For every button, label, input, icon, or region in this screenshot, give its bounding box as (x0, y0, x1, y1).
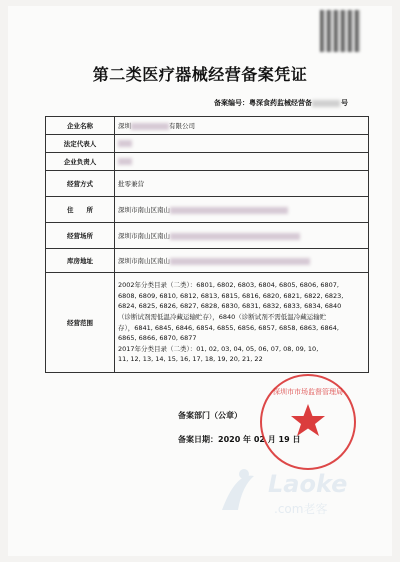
row-label: 住 所 (46, 197, 115, 223)
scope-line: 6808, 6809, 6810, 6812, 6813, 6815, 6816, 6820, 6821, 6822, 6823, (118, 291, 344, 300)
row-label: 企业名称 (46, 117, 115, 135)
table-row (46, 249, 369, 273)
watermark-logo-icon (208, 464, 264, 520)
person-in-charge (115, 153, 369, 171)
record-table (45, 116, 369, 373)
row-label: 企业负责人 (46, 153, 115, 171)
redacted-number (312, 100, 340, 107)
business-mode: 批零兼营 (115, 171, 369, 197)
registration-label: 备案编号：粤深食药监械经营备 (214, 99, 312, 107)
registration-suffix: 号 (341, 99, 348, 107)
scope-line: 2017年分类目录（二类）：01, 02, 03, 04, 05, 06, 07, 08, 09, 10, (118, 344, 319, 353)
watermark-sub: .com老客 (274, 502, 328, 516)
watermark (208, 464, 368, 524)
scope-label: 经营范围 (46, 273, 115, 373)
business-premises: 深圳市南山区南山 (115, 223, 369, 249)
row-label: 经营场所 (46, 223, 115, 249)
seal-graphic (262, 376, 354, 468)
filing-date: 备案日期：2020 年 02 月 19 日 (178, 435, 301, 444)
scope-line: 11, 12, 13, 14, 15, 16, 17, 18, 19, 20, 21, 22 (118, 355, 263, 364)
row-label: 库房地址 (46, 249, 115, 273)
business-scope (115, 273, 369, 373)
table-row (46, 135, 369, 153)
registration-number (214, 98, 348, 108)
table-row (46, 223, 369, 249)
company-name: 深圳 有限公司 (115, 117, 369, 135)
scope-line: （诊断试剂需低温冷藏运输贮存），6840（诊断试剂不需低温冷藏运输贮 (118, 312, 327, 321)
warehouse-address: 深圳市南山区南山 (115, 249, 369, 273)
seal-text: 深圳市市场监督管理局 (273, 388, 343, 396)
table-row (46, 273, 369, 373)
filing-department: 备案部门（公章） (178, 411, 242, 420)
document-title: 第二类医疗器械经营备案凭证 (92, 65, 308, 84)
official-seal (260, 374, 356, 470)
table-row (46, 117, 369, 135)
domicile: 深圳市南山区南山 (115, 197, 369, 223)
table-row (46, 153, 369, 171)
watermark-brand: Laoke (268, 470, 348, 498)
certificate-page (8, 6, 392, 556)
scope-line: 6865, 6866, 6870, 6877 (118, 334, 197, 343)
seal-star-icon (291, 404, 325, 436)
row-label: 经营方式 (46, 171, 115, 197)
row-label: 法定代表人 (46, 135, 115, 153)
scope-line: 6824, 6825, 6826, 6827, 6828, 6830, 6831, 6832, 6833, 6834, 6840 (118, 302, 342, 311)
scope-line: 2002年分类目录（二类）：6801, 6802, 6803, 6804, 6805, 6806, 6807, (118, 281, 339, 290)
qr-code (320, 10, 360, 52)
table-row (46, 197, 369, 223)
legal-rep (115, 135, 369, 153)
table-row (46, 171, 369, 197)
scope-line: 存），6841, 6845, 6846, 6854, 6855, 6856, 6857, 6858, 6863, 6864, (118, 323, 339, 332)
